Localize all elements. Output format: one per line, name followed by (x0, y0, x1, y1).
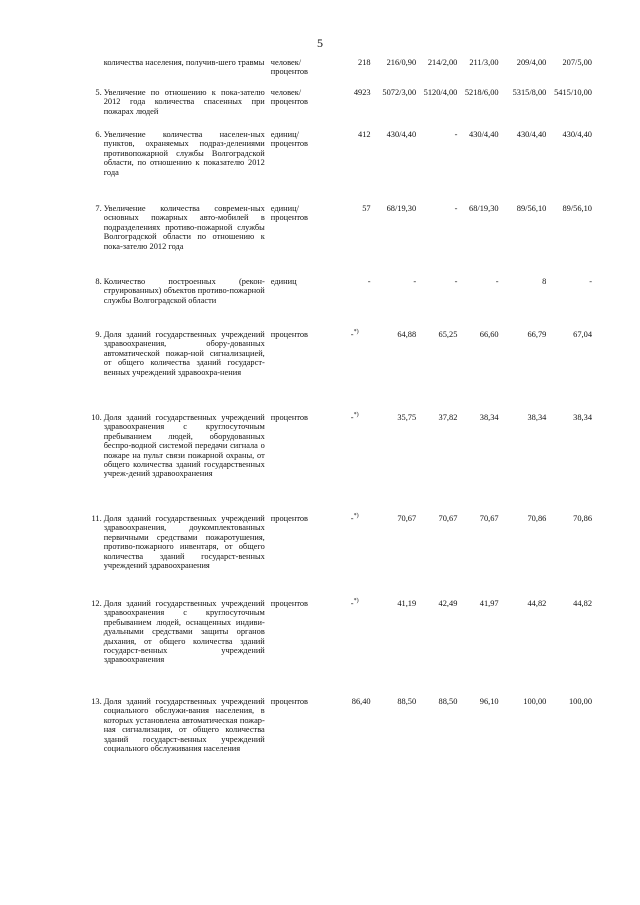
row-number: 9. (95, 330, 102, 339)
value-cell: 100,00 (568, 697, 592, 706)
table-row (82, 204, 592, 277)
value-cell: 35,75 (397, 413, 417, 422)
unit-cell: человек/ процентов (270, 58, 309, 77)
value-cell: 44,82 (573, 599, 592, 608)
value-cell: - (589, 277, 592, 286)
value-cell: 68/19,30 (386, 204, 417, 213)
value-cell: - (367, 277, 371, 286)
footnote-mark: *) (353, 412, 359, 419)
table-row (82, 514, 592, 599)
value-cell: - (454, 277, 458, 286)
unit-cell: процентов (270, 697, 309, 706)
value-cell: 5120/4,00 (423, 88, 458, 97)
value-cell: 70,86 (527, 514, 547, 523)
indicator-name: Увеличение по отношению к пока-зателю 2012 года количества спасенных при пожарах людей (103, 88, 265, 116)
value-cell: - (495, 277, 499, 286)
value-cell: 4923 (353, 88, 371, 97)
table-row (82, 330, 592, 413)
value-cell: - (413, 277, 417, 286)
value-cell: 412 (358, 130, 371, 139)
value-cell: 68/19,30 (469, 204, 499, 213)
table-row (82, 58, 592, 88)
value-cell: 65,25 (438, 330, 458, 339)
unit-cell: процентов (270, 413, 309, 422)
row-number: 7. (95, 204, 102, 213)
table-row (82, 697, 592, 787)
unit-cell: человек/ процентов (270, 88, 309, 107)
footnote-mark: *) (353, 329, 359, 336)
value-cell: 67,04 (573, 330, 592, 339)
footnote-mark: *) (353, 598, 359, 605)
value-cell: -*) (350, 329, 359, 339)
indicator-name: Доля зданий государственных учреждений здравоохранения, обору-дованных автоматической пожар-ной сигнализацией, от общего количества зданий государст-венных учреждений здравоохра-нения (103, 330, 265, 377)
row-number: 13. (91, 697, 102, 706)
row-number: 11. (91, 514, 102, 523)
table-row (82, 599, 592, 697)
indicator-name: количества населения, получив-шего травмы (103, 58, 265, 67)
value-cell: 89/56,10 (516, 204, 547, 213)
unit-cell: единиц (270, 277, 297, 286)
unit-cell: процентов (270, 514, 309, 523)
value-cell: 42,49 (438, 599, 458, 608)
value-cell: 430/4,40 (469, 130, 499, 139)
indicator-name: Доля зданий государственных учреждений здравоохранения с круглосуточным пребыванием людей, оснащенных индиви-дуальными средствами защиты органов дыхания, от общего количества зданий государст-венных учреждений здравоохранения (103, 599, 265, 665)
indicator-name: Доля зданий государственных учреждений здравоохранения с круглосуточным пребыванием людей, оборудованных беспро-водной системой передачи сигнала о пожаре на пульт связи пожарной охраны, от общего количества зданий государственных учреж-дений здравоохранения (103, 413, 265, 479)
value-cell: 70,86 (573, 514, 592, 523)
table-row (82, 413, 592, 514)
value-cell: 207/5,00 (562, 58, 592, 67)
unit-cell: процентов (270, 599, 309, 608)
value-cell: 66,60 (479, 330, 499, 339)
value-cell: 430/4,40 (516, 130, 547, 139)
value-cell: 430/4,40 (562, 130, 592, 139)
value-cell: 100,00 (523, 697, 547, 706)
unit-cell: единиц/ процентов (270, 130, 309, 149)
footnote-mark: *) (353, 513, 359, 520)
value-cell: 5218/6,00 (464, 88, 499, 97)
indicator-name: Количество построенных (рекон-струированных) объектов противо-пожарной службы Волгоградской области (103, 277, 265, 305)
row-number: 10. (91, 413, 102, 422)
value-cell: 8 (542, 277, 547, 286)
row-number: 6. (95, 130, 102, 139)
indicator-name: Доля зданий государственных учреждений здравоохранения, доукомплектованных первичными средствами пожаротушения, противо-пожарного инвентаря, от общего количества зданий государст-венных учреждений здравоохранения (103, 514, 265, 571)
value-cell: 5315/8,00 (512, 88, 547, 97)
value-cell: 57 (362, 204, 371, 213)
value-cell: -*) (350, 412, 359, 422)
page-number: 5 (317, 36, 323, 50)
value-cell: -*) (350, 513, 359, 523)
row-number: 12. (91, 599, 102, 608)
value-cell: 214/2,00 (427, 58, 458, 67)
indicator-name: Увеличение количества населен-ных пунктов, охраняемых подраз-делениями противопожарной службы Волгоградской области, по отношению к показателю 2012 года (103, 130, 265, 177)
value-cell: 70,67 (479, 514, 499, 523)
indicator-name: Доля зданий государственных учреждений социального обслужи-вания населения, в которых установлена автоматическая пожар-ная сигнализация, от общего количества зданий государст-венных учреждений социального обслуживания населения (103, 697, 265, 754)
value-cell: 38,34 (479, 413, 499, 422)
value-cell: 89/56,10 (562, 204, 592, 213)
value-cell: 38,34 (527, 413, 547, 422)
value-cell: 66,79 (527, 330, 547, 339)
row-number: 8. (95, 277, 102, 286)
value-cell: 430/4,40 (386, 130, 417, 139)
value-cell: 64,88 (397, 330, 417, 339)
value-cell: 38,34 (573, 413, 592, 422)
value-cell: 211/3,00 (469, 58, 499, 67)
value-cell: 44,82 (527, 599, 547, 608)
value-cell: 70,67 (438, 514, 458, 523)
value-cell: 96,10 (479, 697, 499, 706)
value-cell: 41,19 (397, 599, 417, 608)
value-cell: 41,97 (479, 599, 499, 608)
value-cell: 5072/3,00 (382, 88, 417, 97)
value-cell: - (454, 204, 458, 213)
value-cell: 88,50 (438, 697, 458, 706)
value-cell: 209/4,00 (516, 58, 547, 67)
value-cell: -*) (350, 598, 359, 608)
value-cell: 218 (358, 58, 371, 67)
value-cell: 216/0,90 (386, 58, 417, 67)
table-row (82, 277, 592, 330)
indicator-name: Увеличение количества современ-ных основных пожарных авто-мобилей в подразделениях противо-пожарной службы Волгоградской области по отношению к пока-зателю 2012 года (103, 204, 265, 251)
value-cell: 37,82 (438, 413, 458, 422)
table-row (82, 88, 592, 130)
unit-cell: процентов (270, 330, 309, 339)
unit-cell: единиц/ процентов (270, 204, 309, 223)
table-row (82, 130, 592, 204)
row-number (82, 58, 104, 88)
row-number: 5. (95, 88, 102, 97)
indicators-table (82, 58, 592, 787)
value-cell: 88,50 (397, 697, 417, 706)
value-cell: - (454, 130, 458, 139)
value-cell: 70,67 (397, 514, 417, 523)
value-cell: 86,40 (351, 697, 371, 706)
value-cell: 5415/10,00 (554, 88, 592, 97)
